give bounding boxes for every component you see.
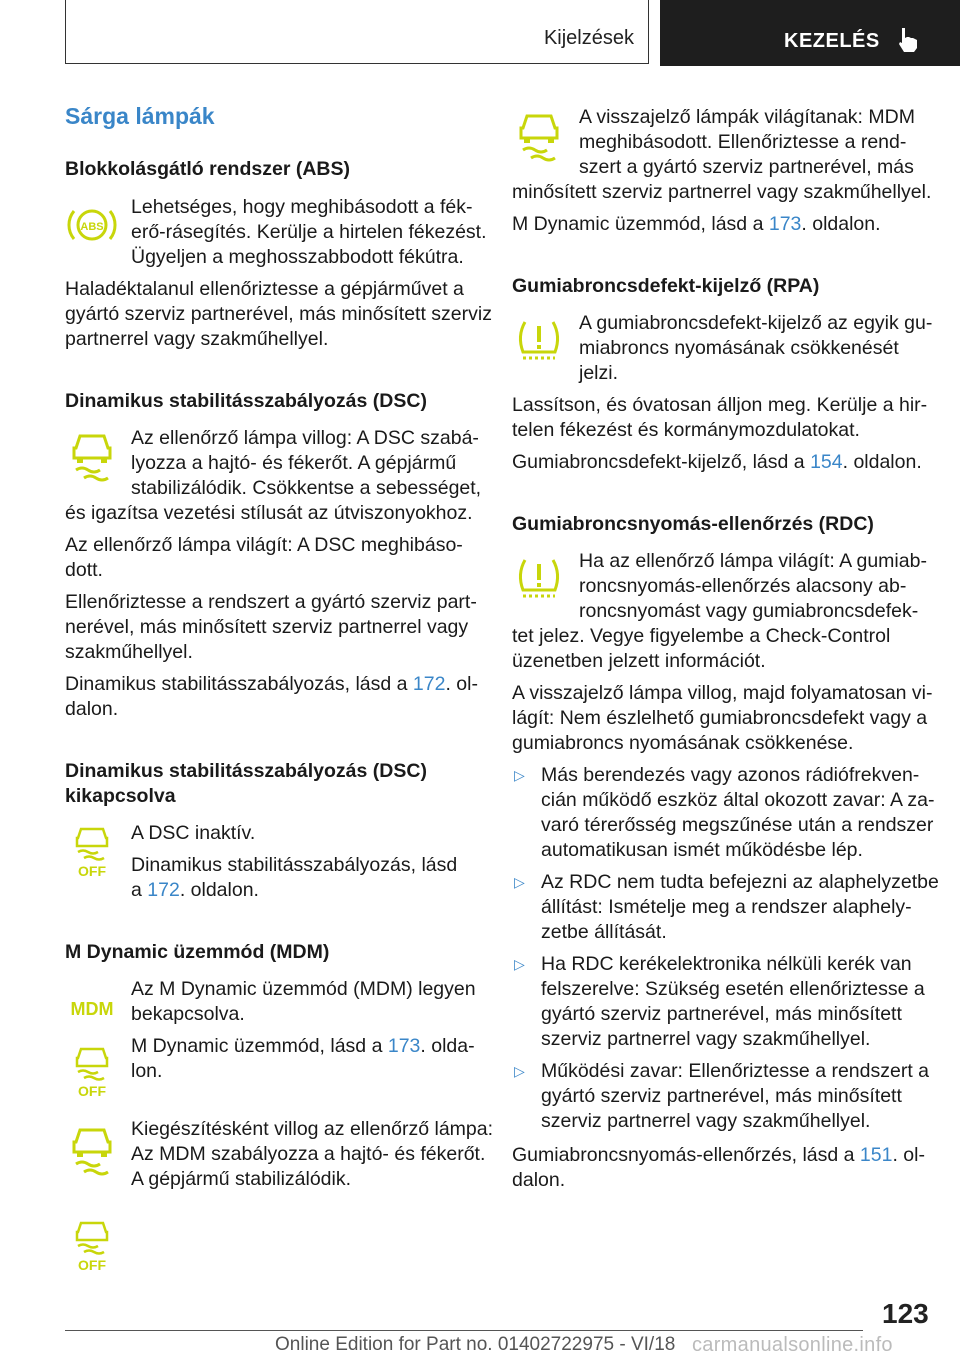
dsc-off-icon bbox=[72, 826, 112, 878]
rdc-text-1: Ha az ellenőrző lámpa világít: A gumiab- bbox=[579, 550, 927, 572]
bullet-triangle-icon: ▷ bbox=[514, 874, 525, 890]
footer-edition: Online Edition for Part no. 01402722975 - VI/18 bbox=[275, 1334, 676, 1355]
mdm-text-3: Kiegészítésként villog az ellenőrző lámpa: bbox=[131, 1118, 494, 1140]
page-link-154[interactable]: 154 bbox=[810, 451, 843, 473]
rdc-text-8: gumiabroncs nyomásának csökkenése. bbox=[512, 732, 854, 754]
svg-text:OFF: OFF bbox=[78, 1257, 106, 1272]
dsc-car-skid-icon bbox=[70, 430, 114, 482]
rdc-heading: Gumiabroncsnyomás-ellenőrzés (RDC) bbox=[512, 513, 874, 535]
header-section-label: Kijelzések bbox=[543, 27, 634, 49]
tire-pressure-warning-icon-2 bbox=[515, 556, 563, 602]
dscoff-heading-2: kikapcsolva bbox=[65, 785, 176, 807]
abs-text-2: erő-rásegítés. Kerülje a hirtelen fékezést. bbox=[131, 221, 487, 243]
rdc-text-2: roncsnyomás-ellenőrzés alacsony ab- bbox=[579, 575, 907, 597]
dsc-ref-end: dalon. bbox=[65, 698, 119, 720]
mdm-text-1: Az M Dynamic üzemmód (MDM) legyen bbox=[131, 978, 476, 1000]
page-number: 123 bbox=[882, 1298, 929, 1329]
svg-text:MDM: MDM bbox=[70, 999, 114, 1019]
dsc-text-2: lyozza a hajtó- és fékerőt. A gépjármű bbox=[131, 452, 457, 474]
mdm-text-2: bekapcsolva. bbox=[131, 1003, 245, 1025]
mdmfail-ref: M Dynamic üzemmód, lásd a 173. oldalon. bbox=[512, 213, 881, 235]
rdc-bullet-3-4: szerviz partnerrel vagy szakműhellyel. bbox=[541, 1028, 871, 1050]
abs-icon-text: ABS bbox=[80, 221, 104, 233]
rpa-text-2: miabroncs nyomásának csökkenését bbox=[579, 337, 899, 359]
rdc-ref-end: dalon. bbox=[512, 1169, 566, 1191]
rdc-text-6: A visszajelző lámpa villog, majd folyamatosan vi- bbox=[512, 682, 933, 704]
page-link-173[interactable]: 173 bbox=[387, 1035, 421, 1057]
header-section-box bbox=[65, 0, 649, 64]
dscoff-heading-1: Dinamikus stabilitásszabályozás (DSC) bbox=[65, 760, 427, 782]
rdc-text-4: tet jelez. Vegye figyelembe a Check-Control bbox=[512, 625, 891, 647]
dsc-text-4: és igazítsa vezetési stílusát az útviszonyokhoz. bbox=[65, 502, 473, 524]
rdc-text-7: lágít: Nem észlelhető gumiabroncsdefekt vagy a bbox=[512, 707, 928, 729]
rdc-text-5: üzenetben jelzett információt. bbox=[512, 650, 766, 672]
mdm-icon bbox=[67, 996, 117, 1020]
abs-text-4: Haladéktalanul ellenőriztesse a gépjárművet a bbox=[65, 278, 464, 300]
rdc-bullet-1-1: Más berendezés vagy azonos rádiófrekven- bbox=[541, 764, 920, 786]
rpa-text-5: telen fékezést és kormánymozdulatokat. bbox=[512, 419, 860, 441]
mdm-ref-2: lon. bbox=[131, 1060, 163, 1082]
dscoff-text-1: A DSC inaktív. bbox=[131, 822, 256, 844]
pointing-hand-icon bbox=[896, 26, 920, 54]
rdc-bullet-4-2: gyártó szerviz partnerével, más minősített bbox=[541, 1085, 902, 1107]
dsc-text-5: Az ellenőrző lámpa világít: A DSC meghibáso- bbox=[65, 534, 463, 556]
abs-warning-icon bbox=[66, 203, 118, 247]
mdm-heading: M Dynamic üzemmód (MDM) bbox=[65, 941, 330, 963]
rpa-ref: Gumiabroncsdefekt-kijelző, lásd a 154. oldalon. bbox=[512, 451, 922, 473]
dsc-text-1: Az ellenőrző lámpa villog: A DSC szabá- bbox=[131, 427, 479, 449]
mdmfail-text-4: minősített szerviz partnerrel vagy szakműhellyel. bbox=[512, 181, 932, 203]
dsc-heading: Dinamikus stabilitásszabályozás (DSC) bbox=[65, 390, 427, 412]
dsc-text-7: Ellenőriztesse a rendszert a gyártó szerviz part- bbox=[65, 591, 477, 613]
bullet-triangle-icon: ▷ bbox=[514, 767, 525, 783]
svg-text:OFF: OFF bbox=[78, 1083, 106, 1098]
page-link-172[interactable]: 172 bbox=[412, 673, 446, 695]
rpa-text-3: jelzi. bbox=[579, 362, 619, 384]
footer-watermark: carmanualsonline.info bbox=[692, 1334, 893, 1356]
dscoff-ref-2: a 172. oldalon. bbox=[131, 879, 259, 901]
rdc-bullet-2-3: zetbe állítását. bbox=[541, 921, 667, 943]
rdc-bullet-3-2: felszerelve: Szükség esetén ellenőriztesse a bbox=[541, 978, 925, 1000]
rdc-bullet-4-3: szerviz partnerrel vagy szakműhellyel. bbox=[541, 1110, 871, 1132]
abs-text-3: Ügyeljen a meghosszabbodott fékútra. bbox=[131, 246, 464, 268]
rdc-ref: Gumiabroncsnyomás-ellenőrzés, lásd a 151. ol- bbox=[512, 1144, 925, 1166]
dsc-car-skid-icon-2 bbox=[70, 1124, 114, 1176]
rpa-heading: Gumiabroncsdefekt-kijelző (RPA) bbox=[512, 275, 820, 297]
dsc-text-9: szakműhellyel. bbox=[65, 641, 193, 663]
bullet-triangle-icon: ▷ bbox=[514, 956, 525, 972]
mdmfail-text-2: meghibásodott. Ellenőriztesse a rend- bbox=[579, 131, 907, 153]
rdc-bullet-1-2: cián működő eszköz által okozott zavar: A za- bbox=[541, 789, 935, 811]
rdc-bullet-1-4: automatikusan ismét működésbe lép. bbox=[541, 839, 863, 861]
mdmfail-text-3: szert a gyártó szerviz partnerével, más bbox=[579, 156, 914, 178]
rdc-bullet-4-1: Működési zavar: Ellenőriztesse a rendszert a bbox=[541, 1060, 930, 1082]
abs-heading: Blokkolásgátló rendszer (ABS) bbox=[65, 158, 350, 180]
bullet-triangle-icon: ▷ bbox=[514, 1063, 525, 1079]
rdc-bullet-2-2: állítást: Ismételje meg a rendszer alaphely- bbox=[541, 896, 912, 918]
rdc-bullet-3-1: Ha RDC kerékelektronika nélküli kerék van bbox=[541, 953, 912, 975]
header-chapter-tab[interactable] bbox=[660, 0, 960, 66]
rpa-text-4: Lassítson, és óvatosan álljon meg. Kerülje a hir- bbox=[512, 394, 928, 416]
abs-text-6: partnerrel vagy szakműhellyel. bbox=[65, 328, 329, 350]
dsc-ref: Dinamikus stabilitásszabályozás, lásd a 172. ol- bbox=[65, 673, 478, 695]
dsc-off-icon-3 bbox=[72, 1220, 112, 1272]
dsc-text-6: dott. bbox=[65, 559, 103, 581]
rpa-text-1: A gumiabroncsdefekt-kijelző az egyik gu- bbox=[579, 312, 933, 334]
mdmfail-text-1: A visszajelző lámpák világítanak: MDM bbox=[579, 106, 915, 128]
abs-text-5: gyártó szerviz partnerével, más minősített szerviz bbox=[65, 303, 492, 325]
mdm-ref-1: M Dynamic üzemmód, lásd a 173. olda- bbox=[131, 1035, 475, 1057]
section-title: Sárga lámpák bbox=[65, 103, 215, 129]
mdm-text-4: Az MDM szabályozza a hajtó- és fékerőt. bbox=[131, 1143, 486, 1165]
dsc-off-icon-2 bbox=[72, 1046, 112, 1098]
mdm-text-5: A gépjármű stabilizálódik. bbox=[131, 1168, 352, 1190]
rdc-bullet-2-1: Az RDC nem tudta befejezni az alaphelyzetbe bbox=[541, 871, 939, 893]
page-header bbox=[0, 0, 960, 66]
dsc-car-skid-icon-3 bbox=[517, 110, 561, 162]
svg-text:OFF: OFF bbox=[78, 863, 106, 878]
tire-pressure-warning-icon bbox=[515, 318, 563, 364]
dsc-text-8: nerével, más minősített szerviz partnerrel vagy bbox=[65, 616, 469, 638]
dsc-text-3: stabilizálódik. Csökkentse a sebességet, bbox=[131, 477, 482, 499]
page-link-172b[interactable]: 172 bbox=[147, 879, 180, 901]
rdc-text-3: roncsnyomást vagy gumiabroncsdefek- bbox=[579, 600, 919, 622]
abs-text-1: Lehetséges, hogy meghibásodott a fék- bbox=[131, 196, 473, 218]
header-chapter-label: KEZELÉS bbox=[784, 30, 880, 52]
footer-divider bbox=[65, 1330, 863, 1331]
dscoff-ref-1: Dinamikus stabilitásszabályozás, lásd bbox=[131, 854, 458, 876]
rdc-bullet-3-3: gyártó szerviz partnerével, más minősített bbox=[541, 1003, 902, 1025]
page-link-151[interactable]: 151 bbox=[859, 1144, 893, 1166]
page-link-173b[interactable]: 173 bbox=[768, 213, 802, 235]
rdc-bullet-1-3: varó térerősség megszűnése után a rendszer bbox=[541, 814, 934, 836]
